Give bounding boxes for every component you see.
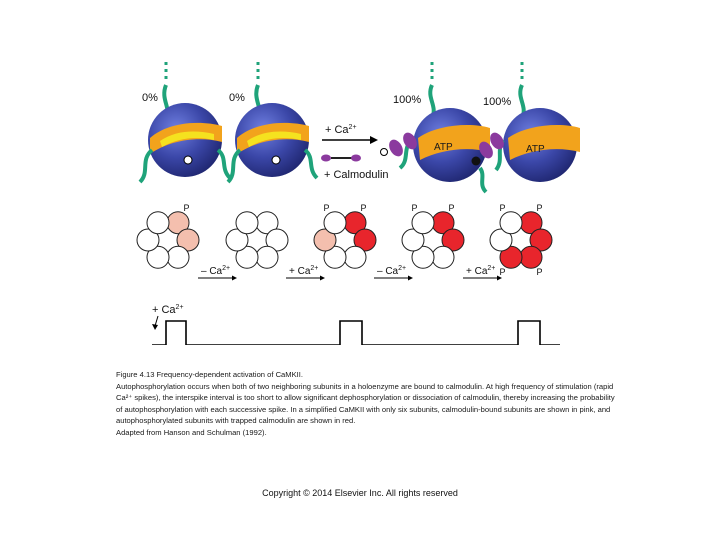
calmodulin-label: + Calmodulin xyxy=(324,169,389,181)
atp-label-1: ATP xyxy=(434,142,453,153)
subunit-ring-1 xyxy=(137,203,199,268)
phospho-label: P xyxy=(411,203,418,213)
step-label-1: – $Ca^{2+}$ xyxy=(201,265,231,277)
ca-addition-label: + $Ca^{2+}$ xyxy=(325,124,357,136)
reaction-arrow xyxy=(322,136,378,144)
subunit xyxy=(520,246,542,268)
subunit xyxy=(147,212,169,234)
holoenzyme-active-2 xyxy=(476,62,580,182)
subunit-ring-3 xyxy=(314,203,376,268)
caption-body: Autophosphorylation occurs when both of two neighboring subunits in a holoenzyme are bound to calmodulin. At high frequency of stimulation (rapid Ca²⁺ spikes), the interspike interval is too short to allow significant dephosphorylation or dissociation of calmodulin, thereby increasing the probability of autophosphorylation with each successive spike. In a simplified CaMKII with only six subunits, calmodulin-bound subunits are shown in pink, and autophosphorylated subunits with trapped calmodulin are shown in red. xyxy=(116,381,615,425)
subunit xyxy=(236,212,258,234)
holoenzyme-active-1 xyxy=(381,62,491,192)
phospho-label: P xyxy=(183,203,190,213)
step-label-4: + $Ca^{2+}$ xyxy=(466,265,496,277)
holoenzyme-inactive-1 xyxy=(140,62,230,182)
pulse-arrow-icon xyxy=(152,316,158,330)
subunit-ring-5 xyxy=(490,203,552,277)
phospho-label: P xyxy=(360,203,367,213)
holoenzyme-row xyxy=(140,62,580,192)
percent-label-3: 100% xyxy=(393,94,422,106)
holoenzyme-inactive-2 xyxy=(228,62,317,182)
subunit xyxy=(412,212,434,234)
subunit xyxy=(432,246,454,268)
subunit xyxy=(256,246,278,268)
phospho-label: P xyxy=(536,203,543,213)
subunit xyxy=(324,212,346,234)
percent-label-4: 100% xyxy=(483,96,512,108)
subunit xyxy=(344,246,366,268)
phospho-label: P xyxy=(499,203,506,213)
step-label-2: + $Ca^{2+}$ xyxy=(289,265,319,277)
phospho-label: P xyxy=(323,203,330,213)
pulse-ca-label: + $Ca^{2+}$ xyxy=(152,304,184,316)
calmodulin-icon xyxy=(321,155,361,162)
step-arrows xyxy=(198,276,502,281)
subunit-ring-4 xyxy=(402,203,464,268)
step-label-3: – $Ca^{2+}$ xyxy=(377,265,407,277)
phospho-label: P xyxy=(499,267,506,277)
copyright-notice: Copyright © 2014 Elsevier Inc. All rights reserved xyxy=(262,488,458,498)
subunit xyxy=(167,246,189,268)
caption-source: Adapted from Hanson and Schulman (1992). xyxy=(116,427,267,437)
figure-caption xyxy=(116,369,616,438)
calcium-pulse-trace xyxy=(152,321,560,345)
phospho-label: P xyxy=(448,203,455,213)
caption-title: Figure 4.13 Frequency-dependent activation of CaMKII. xyxy=(116,370,303,379)
phospho-label: P xyxy=(536,267,543,277)
percent-label-2: 0% xyxy=(229,92,245,104)
subunit xyxy=(500,212,522,234)
percent-label-1: 0% xyxy=(142,92,158,104)
subunit-ring-2 xyxy=(226,212,288,269)
atp-label-2: ATP xyxy=(526,144,545,155)
